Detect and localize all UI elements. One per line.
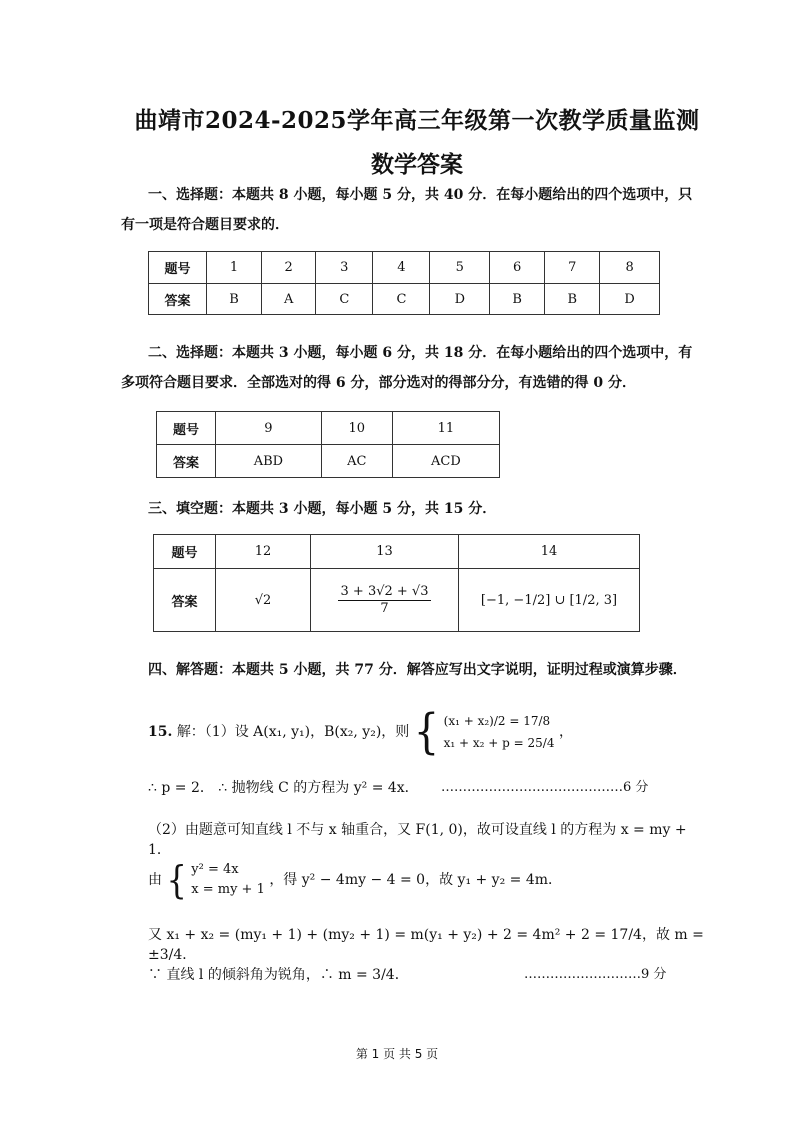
- q15-part2-line4: ∵ 直线 l 的倾斜角为锐角，∴ m = 3/4．: [148, 967, 409, 983]
- system-equation: x = my + 1: [191, 882, 265, 897]
- question-number: 3: [316, 252, 373, 284]
- table-header-cell: 答案: [157, 445, 216, 478]
- question-number: 2: [262, 252, 316, 284]
- q15-part1-result: ∴ p = 2． ∴ 抛物线 C 的方程为 y² = 4x．: [148, 780, 419, 796]
- answer-cell: AC: [321, 445, 392, 478]
- fraction-denominator: 7: [380, 600, 389, 616]
- question-number: 14: [459, 535, 640, 569]
- text-segment: ，得 y² − 4my − 4 = 0，故 y₁ + y₂ = 4m．: [269, 872, 563, 888]
- answer-cell: C: [373, 284, 430, 315]
- question-number: 9: [216, 412, 322, 445]
- q15-part1-score: ……………………………………6 分: [441, 780, 649, 795]
- table-header-cell: 答案: [149, 284, 207, 315]
- question-number: 8: [600, 252, 660, 284]
- system-brace-icon: {: [166, 857, 187, 903]
- q15-part2-score: ………………………9 分: [524, 967, 667, 982]
- section3-line1: 三、填空题：本题共 3 小题，每小题 5 分，共 15 分．: [148, 501, 497, 517]
- section2-answer-table: [156, 411, 500, 478]
- table-header-cell: 答案: [154, 569, 216, 632]
- question-number: 4: [373, 252, 430, 284]
- section3-answer-table: [153, 534, 640, 632]
- section1-instructions: [148, 180, 708, 210]
- q15-intro-text: 解：（1）设 A(x₁, y₁)，B(x₂, y₂)，则: [176, 724, 410, 740]
- table-header-cell: 题号: [149, 252, 207, 284]
- question-label: 15.: [148, 724, 173, 740]
- section4-line1: 四、解答题：本题共 5 小题，共 77 分．解答应写出文字说明，证明过程或演算步骤．: [148, 662, 687, 678]
- q15-part2-line1: （2）由题意可知直线 l 不与 x 轴重合，又 F(1, 0)，故可设直线 l 的方程为 x = my + 1．: [148, 822, 687, 858]
- q15-part1-intro: 15. 解：（1）设 A(x₁, y₁)，B(x₂, y₂)，则 { (x₁ + x₂)/2 = 17/8 x₁ + x₂ + p = 25/4 ，: [148, 704, 573, 760]
- answer-14: [−1, −1/2] ∪ [1/2, 3]: [480, 592, 618, 608]
- answer-cell: ABD: [216, 445, 322, 478]
- answer-cell: B: [545, 284, 600, 315]
- answer-12: √2: [254, 592, 272, 608]
- question-number: 11: [392, 412, 499, 445]
- section2-line1: 二、选择题：本题共 3 小题，每小题 6 分，共 18 分．在每小题给出的四个选项中，有: [148, 345, 693, 361]
- answer-cell: C: [316, 284, 373, 315]
- table-header-cell: 题号: [157, 412, 216, 445]
- system-equation: y² = 4x: [191, 862, 239, 877]
- question-number: 10: [321, 412, 392, 445]
- question-number: 7: [545, 252, 600, 284]
- question-number: 13: [311, 535, 459, 569]
- q15-part2-line2: [148, 857, 708, 910]
- fraction-numerator: 3 + 3√2 + √3: [338, 584, 432, 601]
- answer-cell: A: [262, 284, 316, 315]
- system-equation: (x₁ + x₂)/2 = 17/8: [443, 714, 551, 728]
- section1-line1: 一、选择题：本题共 8 小题，每小题 5 分，共 40 分．在每小题给出的四个选项中，只: [148, 187, 693, 203]
- system-brace-icon: {: [413, 704, 440, 760]
- equation-system-1: [444, 710, 555, 754]
- section1-instructions-cont: [121, 210, 681, 240]
- section1-answer-table: [148, 251, 660, 315]
- section1-line2: 有一项是符合题目要求的．: [121, 217, 289, 233]
- answer-cell: ACD: [392, 445, 499, 478]
- question-number: 5: [430, 252, 490, 284]
- answer-cell: B: [207, 284, 262, 315]
- answer-cell: D: [600, 284, 660, 315]
- page-footer: 第 1 页 共 5 页: [355, 1047, 439, 1061]
- answer-cell: B: [490, 284, 545, 315]
- answer-13-fraction: [338, 584, 432, 617]
- section2-line2: 多项符合题目要求．全部选对的得 6 分，部分选对的得部分分，有选错的得 0 分．: [121, 375, 636, 391]
- equation-system-2: [191, 860, 265, 900]
- answer-cell: [311, 569, 459, 632]
- table-header-cell: 题号: [154, 535, 216, 569]
- question-number: 6: [490, 252, 545, 284]
- answer-cell: D: [430, 284, 490, 315]
- answer-cell: [459, 569, 640, 632]
- question-number: 1: [207, 252, 262, 284]
- q15-part2-line3: 又 x₁ + x₂ = (my₁ + 1) + (my₂ + 1) = m(y₁ + y₂) + 2 = 4m² + 2 = 17/4，故 m = ±3/4．: [148, 927, 704, 963]
- question-number: 12: [216, 535, 311, 569]
- answer-cell: [216, 569, 311, 632]
- document-title: 曲靖市2024-2025学年高三年级第一次教学质量监测: [134, 107, 700, 134]
- document-subtitle: 数学答案: [371, 151, 463, 178]
- text-segment: 由: [148, 872, 162, 888]
- system-equation: x₁ + x₂ + p = 25/4: [443, 736, 555, 750]
